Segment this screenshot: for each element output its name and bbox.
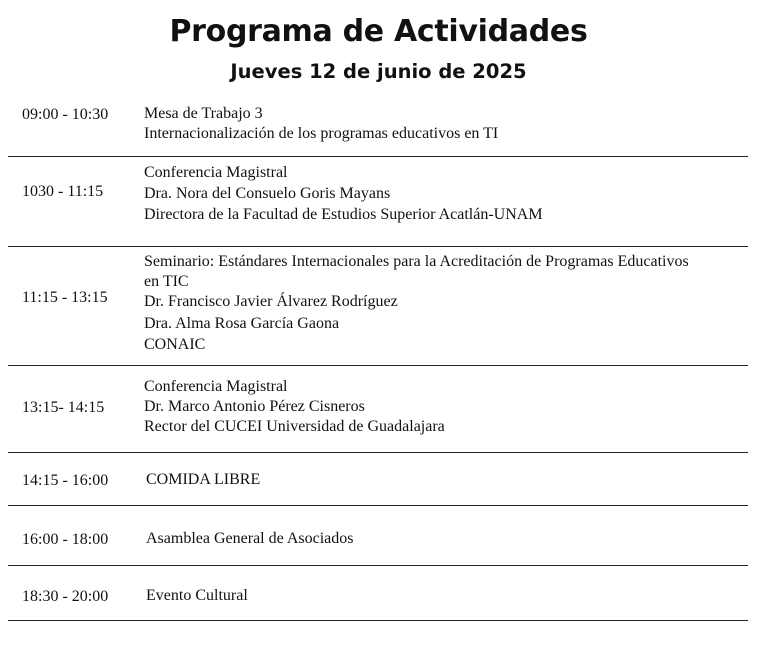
time-slot: 1030 - 11:15 — [22, 183, 104, 200]
time-slot: 18:30 - 20:00 — [22, 588, 109, 605]
time-slot: 14:15 - 16:00 — [22, 472, 109, 489]
activity-line: Evento Cultural — [146, 587, 248, 604]
activity-line: Directora de la Facultad de Estudios Superior Acatlán-UNAM — [144, 206, 543, 223]
activity-line: Rector del CUCEI Universidad de Guadalajara — [144, 418, 445, 435]
activity-line: Asamblea General de Asociados — [146, 530, 354, 547]
activity-line: Dra. Alma Rosa García Gaona — [144, 314, 340, 332]
activity-line: Internacionalización de los programas educativos en TI — [144, 124, 499, 142]
row-divider — [8, 365, 748, 366]
time-slot: 16:00 - 18:00 — [22, 531, 109, 548]
time-slot: 13:15- 14:15 — [22, 399, 105, 416]
activity-details — [144, 252, 704, 355]
row-divider — [8, 156, 748, 157]
activity-line: Mesa de Trabajo 3 — [144, 105, 263, 122]
row-divider — [8, 620, 748, 621]
row-divider — [8, 505, 748, 506]
activity-details — [144, 162, 744, 225]
activity-line: Dr. Marco Antonio Pérez Cisneros — [144, 398, 365, 415]
activity-details — [144, 104, 744, 143]
activity-line: Conferencia Magistral — [144, 164, 288, 181]
activity-line: Dr. Francisco Javier Álvarez Rodríguez — [144, 293, 398, 310]
activity-line: Conferencia Magistral — [144, 378, 288, 395]
page-title: Programa de Actividades — [169, 14, 588, 49]
activity-line: COMIDA LIBRE — [146, 471, 261, 488]
activity-details — [146, 529, 746, 549]
row-divider — [8, 565, 748, 566]
activity-details — [146, 470, 746, 490]
page-subtitle-date: Jueves 12 de junio de 2025 — [230, 60, 527, 83]
activity-details — [146, 586, 746, 606]
row-divider — [8, 246, 748, 247]
time-slot: 11:15 - 13:15 — [22, 289, 108, 306]
activity-line: CONAIC — [144, 336, 206, 353]
activity-line: Seminario: Estándares Internacionales para la Acreditación de Programas Educativos en TIC — [144, 253, 689, 290]
time-slot: 09:00 - 10:30 — [22, 106, 109, 123]
activity-details — [144, 377, 744, 437]
activity-line: Dra. Nora del Consuelo Goris Mayans — [144, 185, 391, 202]
row-divider — [8, 452, 748, 453]
